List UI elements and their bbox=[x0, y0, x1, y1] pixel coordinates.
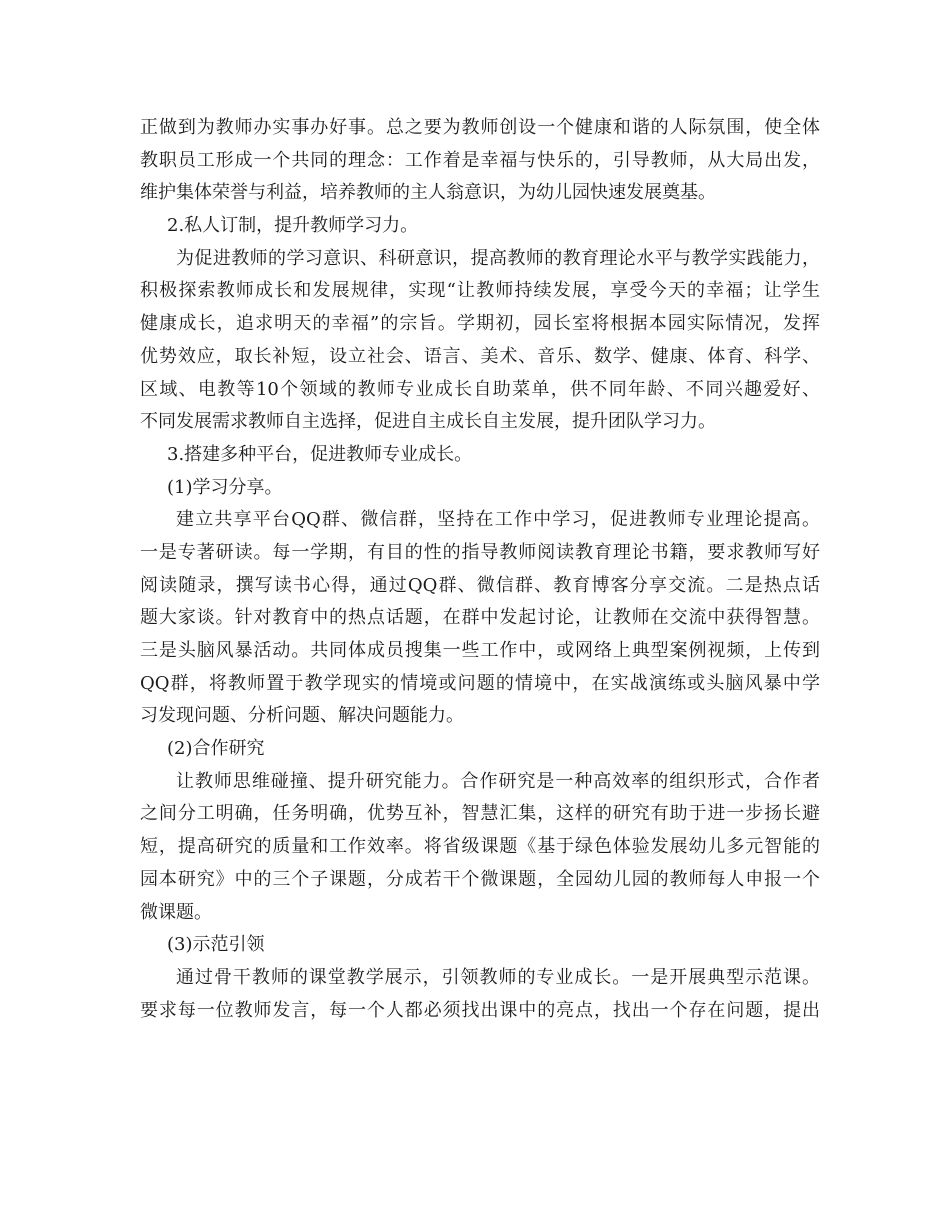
paragraph-line: 建立共享平台QQ群、微信群，坚持在工作中学习，促进教师专业理论提高。 bbox=[176, 509, 820, 531]
section-heading: 3.搭建多种平台，促进教师专业成长。 bbox=[167, 443, 473, 465]
subsection-heading: (2)合作研究 bbox=[167, 738, 265, 760]
paragraph-line: 通过骨干教师的课堂教学展示，引领教师的专业成长。一是开展典型示范课。 bbox=[176, 966, 820, 988]
paragraph-line: 为促进教师的学习意识、科研意识，提高教师的教育理论水平与教学实践能力， bbox=[176, 247, 820, 269]
paragraph-line: 微课题。 bbox=[140, 901, 212, 923]
paragraph-line: 园本研究》中的三个子课题，分成若干个微课题，全园幼儿园的教师每人申报一个 bbox=[140, 868, 820, 890]
document-page bbox=[140, 112, 820, 1027]
paragraph-line: 让教师思维碰撞、提升研究能力。合作研究是一种高效率的组织形式，合作者 bbox=[176, 770, 820, 792]
paragraph-line: 三是头脑风暴活动。共同体成员搜集一些工作中，或网络上典型案例视频，上传到 bbox=[140, 640, 820, 661]
paragraph-line: QQ群，将教师置于教学现实的情境或问题的情境中，在实战演练或头脑风暴中学 bbox=[140, 672, 820, 694]
subsection-heading: (3)示范引领 bbox=[167, 934, 265, 956]
paragraph-line: 习发现问题、分析问题、解决问题能力。 bbox=[140, 705, 464, 727]
paragraph-line: 之间分工明确，任务明确，优势互补，智慧汇集，这样的研究有助于进一步扬长避 bbox=[140, 803, 820, 825]
paragraph-line: 要求每一位教师发言，每一个人都必须找出课中的亮点，找出一个存在问题，提出 bbox=[140, 999, 820, 1021]
paragraph-line: 阅读随录，撰写读书心得，通过QQ群、微信群、教育博客分享交流。二是热点话 bbox=[140, 574, 820, 596]
paragraph-line: 健康成长，追求明天的幸福”的宗旨。学期初，园长室将根据本园实际情况，发挥 bbox=[140, 313, 820, 335]
paragraph-line: 区域、电教等10个领域的教师专业成长自助菜单，供不同年龄、不同兴趣爱好、 bbox=[140, 378, 820, 400]
section-heading: 2.私人订制，提升教师学习力。 bbox=[167, 215, 419, 237]
paragraph-line: 短，提高研究的质量和工作效率。将省级课题《基于绿色体验发展幼儿多元智能的 bbox=[140, 836, 820, 858]
subsection-heading: (1)学习分享。 bbox=[167, 476, 283, 498]
paragraph-line: 题大家谈。针对教育中的热点话题，在群中发起讨论，让教师在交流中获得智慧。 bbox=[140, 607, 820, 629]
paragraph-line: 优势效应，取长补短，设立社会、语言、美术、音乐、数学、健康、体育、科学、 bbox=[140, 345, 820, 367]
paragraph-line: 不同发展需求教师自主选择，促进自主成长自主发展，提升团队学习力。 bbox=[140, 411, 716, 433]
paragraph-line: 一是专著研读。每一学期，有目的性的指导教师阅读教育理论书籍，要求教师写好 bbox=[140, 541, 820, 563]
paragraph-line: 正做到为教师办实事办好事。总之要为教师创设一个健康和谐的人际氛围，使全体 bbox=[140, 117, 820, 138]
paragraph-line: 积极探索教师成长和发展规律，实现“让教师持续发展，享受今天的幸福；让学生 bbox=[140, 280, 820, 302]
paragraph-line: 教职员工形成一个共同的理念：工作着是幸福与快乐的，引导教师，从大局出发， bbox=[140, 149, 820, 171]
paragraph-line: 维护集体荣誉与利益，培养教师的主人翁意识，为幼儿园快速发展奠基。 bbox=[140, 182, 716, 204]
